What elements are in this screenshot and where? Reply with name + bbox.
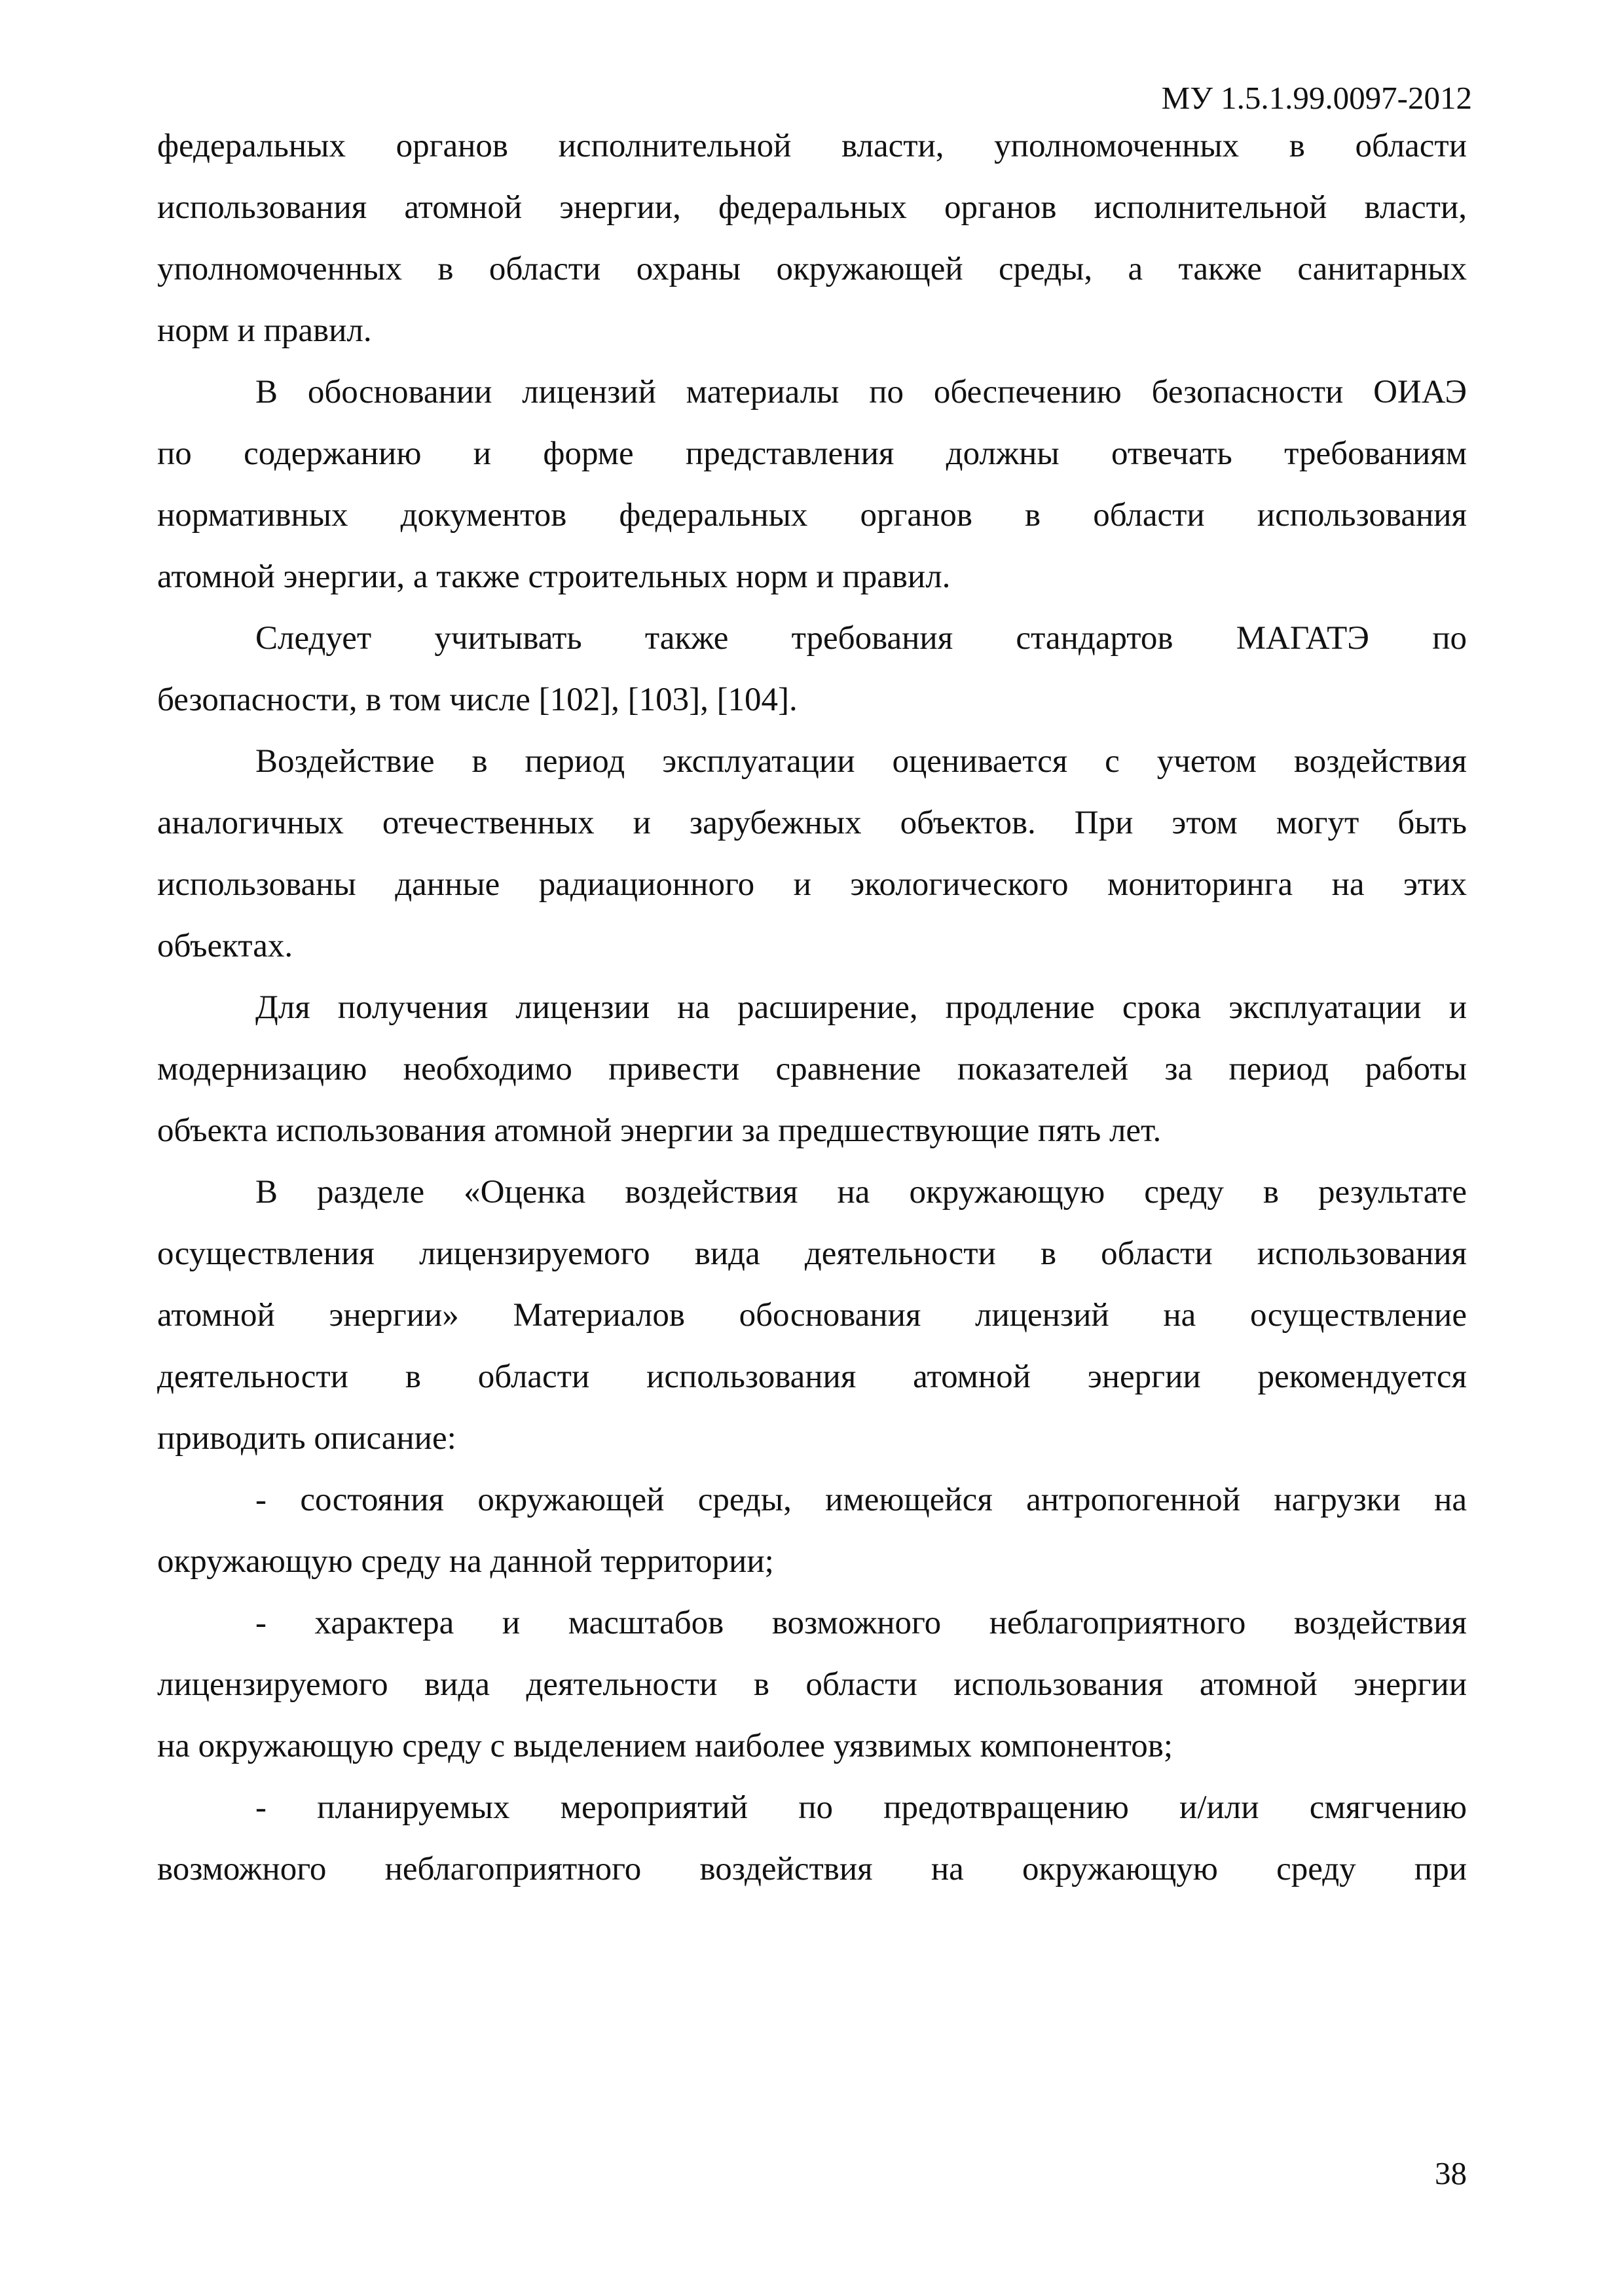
paragraph [157, 361, 1467, 608]
text-line: объектах. [157, 928, 293, 964]
text-line: нормативных документов федеральных органов в области использования [157, 497, 1467, 534]
text-line: безопасности, в том числе [102], [103], [104]. [157, 682, 798, 718]
paragraph [157, 1161, 1467, 1469]
text-line: деятельности в области использования атомной энергии рекомендуется [157, 1358, 1467, 1395]
text-line: использованы данные радиационного и экологического мониторинга на этих [157, 866, 1467, 903]
paragraph [157, 115, 1467, 361]
text-line: возможного неблагоприятного воздействия на окружающую среду при [157, 1851, 1467, 1887]
text-line: федеральных органов исполнительной власти, уполномоченных в области [157, 128, 1467, 164]
text-line: объекта использования атомной энергии за предшествующие пять лет. [157, 1112, 1162, 1149]
text-line: на окружающую среду с выделением наиболее уязвимых компонентов; [157, 1728, 1173, 1764]
paragraph [157, 977, 1467, 1161]
text-line: аналогичных отечественных и зарубежных объектов. При этом могут быть [157, 805, 1467, 841]
page-number: 38 [1435, 2155, 1467, 2191]
text-line: уполномоченных в области охраны окружающей среды, а также санитарных [157, 251, 1467, 287]
text-line: норм и правил. [157, 312, 372, 349]
text-line: использования атомной энергии, федеральных органов исполнительной власти, [157, 189, 1467, 226]
paragraph [157, 1777, 1467, 1900]
paragraph [157, 608, 1467, 731]
text-line: осуществления лицензируемого вида деятельности в области использования [157, 1235, 1467, 1272]
text-line: приводить описание: [157, 1420, 456, 1457]
text-line: модернизацию необходимо привести сравнение показателей за период работы [157, 1051, 1467, 1087]
paragraph [157, 731, 1467, 977]
text-line: Воздействие в период эксплуатации оценивается с учетом воздействия [255, 743, 1467, 780]
text-line: атомной энергии» Материалов обоснования лицензий на осуществление [157, 1297, 1467, 1334]
document-body [157, 115, 1467, 1900]
text-line: В разделе «Оценка воздействия на окружающую среду в результате [255, 1174, 1467, 1211]
text-line: по содержанию и форме представления должны отвечать требованиям [157, 435, 1467, 472]
text-line: окружающую среду на данной территории; [157, 1543, 774, 1580]
text-line: Для получения лицензии на расширение, продление срока эксплуатации и [255, 989, 1467, 1026]
paragraph [157, 1592, 1467, 1777]
paragraph [157, 1469, 1467, 1592]
text-line: В обосновании лицензий материалы по обеспечению безопасности ОИАЭ [255, 374, 1467, 410]
text-line: атомной энергии, а также строительных норм и правил. [157, 558, 951, 595]
text-line: - планируемых мероприятий по предотвращению и/или смягчению [255, 1789, 1467, 1826]
text-line: - характера и масштабов возможного неблагоприятного воздействия [255, 1605, 1467, 1641]
text-line: - состояния окружающей среды, имеющейся антропогенной нагрузки на [255, 1482, 1467, 1518]
text-line: Следует учитывать также требования стандартов МАГАТЭ по [255, 620, 1467, 657]
document-code-header: МУ 1.5.1.99.0097-2012 [1161, 80, 1472, 116]
text-line: лицензируемого вида деятельности в области использования атомной энергии [157, 1666, 1467, 1703]
